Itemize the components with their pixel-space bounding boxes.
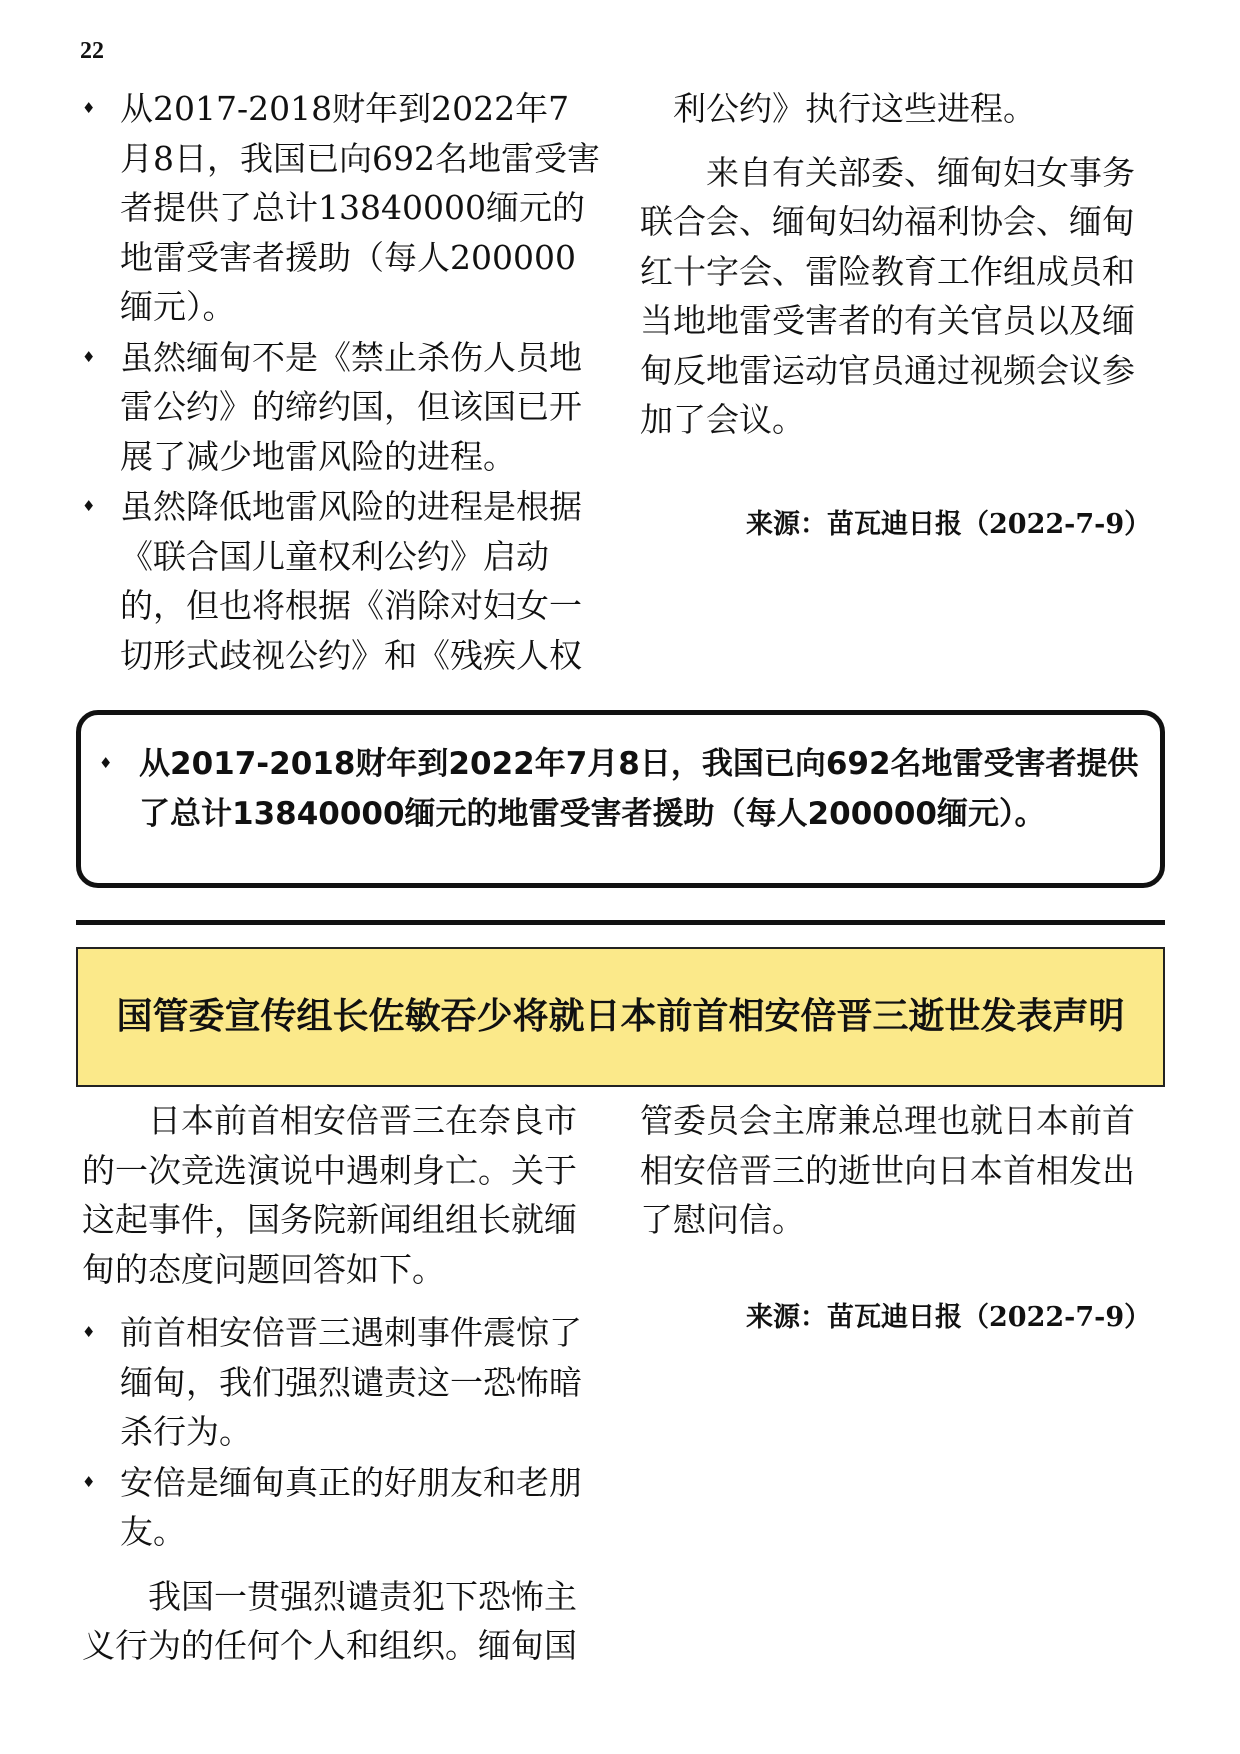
- list-item: [82, 1308, 602, 1457]
- article-heading: 国管委宣传组长佐敏吞少将就日本前首相安倍晋三逝世发表声明: [116, 996, 1125, 1037]
- bullet-text: 虽然缅甸不是《禁止杀伤人员地雷公约》的缔约国，但该国已开展了减少地雷风险的进程。: [120, 337, 582, 476]
- continuation-text: 利公约》执行这些进程。: [673, 89, 1036, 128]
- landmine-bullet-list: [82, 84, 602, 680]
- bullet-text: 虽然降低地雷风险的进程是根据《联合国儿童权利公约》启动的，但也将根据《消除对妇女一切形式歧视公约》和《残疾人权: [120, 487, 582, 675]
- section1-left-column: [82, 84, 602, 681]
- section1-right-column: [640, 84, 1160, 445]
- page-number: 22: [80, 38, 104, 64]
- diamond-bullet-icon: ♦: [99, 754, 113, 772]
- highlight-item: [99, 739, 1150, 839]
- diamond-bullet-icon: ♦: [82, 497, 96, 515]
- section-divider: [76, 920, 1165, 925]
- diamond-bullet-icon: ♦: [82, 1472, 96, 1491]
- diamond-bullet-icon: ♦: [82, 1323, 96, 1341]
- bullet-text: 安倍是缅甸真正的好朋友和老朋友。: [120, 1462, 582, 1551]
- intro-paragraph: 日本前首相安倍晋三在奈良市的一次竞选演说中遇刺身亡。关于这起事件，国务院新闻组组长就缅甸的态度问题回答如下。: [82, 1101, 577, 1289]
- condolence-paragraph: 管委员会主席兼总理也就日本前首相安倍晋三的逝世向日本首相发出了慰问信。: [640, 1101, 1135, 1239]
- list-item: [82, 333, 602, 482]
- list-item: [82, 84, 602, 332]
- list-item: [82, 1458, 602, 1557]
- source-citation: 来源：苗瓦迪日报（2022-7-9）: [746, 1302, 1152, 1333]
- article-heading-box: [76, 947, 1165, 1087]
- diamond-bullet-icon: ♦: [82, 99, 96, 117]
- condemnation-paragraph: 我国一贯强烈谴责犯下恐怖主义行为的任何个人和组织。缅甸国: [82, 1576, 577, 1665]
- section2-right-column: [640, 1096, 1160, 1245]
- section2-left-column: [82, 1096, 602, 1671]
- list-item: [82, 482, 602, 680]
- bullet-text: 前首相安倍晋三遇刺事件震惊了缅甸，我们强烈谴责这一恐怖暗杀行为。: [120, 1313, 582, 1451]
- bullet-text: 从2017-2018财年到2022年7月8日，我国已向692名地雷受害者提供了总计13840000缅元的地雷受害者援助（每人200000缅元）。: [120, 89, 600, 326]
- highlight-text: 从2017-2018财年到2022年7月8日，我国已向692名地雷受害者提供了总计13840000缅元的地雷受害者援助（每人200000缅元）。: [139, 746, 1139, 832]
- highlight-box: [76, 710, 1165, 888]
- statement-bullet-list: [82, 1308, 602, 1557]
- diamond-bullet-icon: ♦: [82, 347, 96, 366]
- source-citation: 来源：苗瓦迪日报（2022-7-9）: [746, 509, 1152, 540]
- meeting-paragraph: 来自有关部委、缅甸妇女事务联合会、缅甸妇幼福利协会、缅甸红十字会、雷险教育工作组成员和当地地雷受害者的有关官员以及缅甸反地雷运动官员通过视频会议参加了会议。: [640, 152, 1135, 439]
